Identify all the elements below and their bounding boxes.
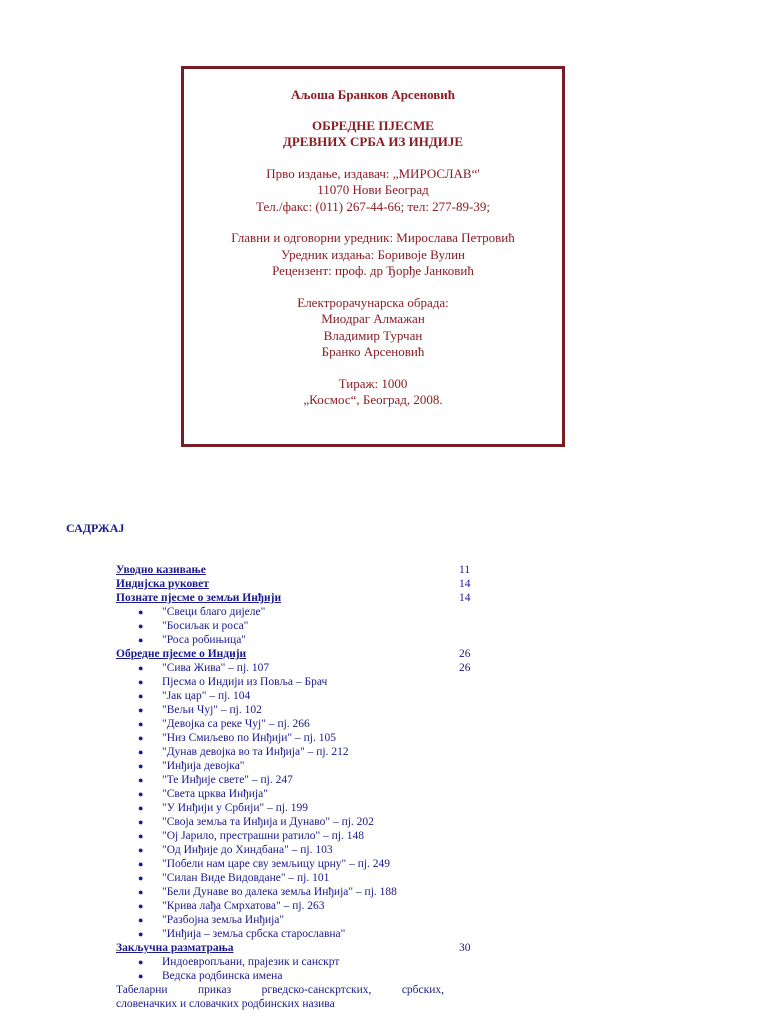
bullet-icon: ● — [138, 747, 144, 757]
toc-item — [116, 633, 476, 647]
bullet-icon: ● — [138, 831, 144, 841]
bullet-icon: ● — [138, 803, 144, 813]
bullet-icon: ● — [138, 929, 144, 939]
toc-item — [116, 899, 476, 913]
processor-2: Владимир Турчан — [323, 327, 423, 343]
bullet-icon: ● — [138, 971, 144, 981]
bullet-icon: ● — [138, 719, 144, 729]
toc-section — [116, 591, 476, 605]
toc-item — [116, 703, 476, 717]
bullet-icon: ● — [138, 845, 144, 855]
toc-entry-text: Закључна разматрања — [116, 942, 234, 954]
toc-rows — [116, 563, 476, 983]
publisher-address: 11070 Нови Београд — [317, 182, 429, 197]
toc-entry-text: "Разбојна земља Инђија" — [162, 914, 285, 926]
toc-item — [116, 857, 476, 871]
bullet-icon: ● — [138, 761, 144, 771]
author-name: Аљоша Бранков Арсеновић — [290, 87, 456, 102]
toc-item — [116, 913, 476, 927]
toc-item — [116, 927, 476, 941]
toc-entry-text: "Своја земља та Инђија и Дунаво" – пј. 202 — [162, 816, 374, 828]
bullet-icon: ● — [138, 663, 144, 673]
toc-entry-text: "Дунав девојка во та Инђија" – пј. 212 — [162, 746, 349, 758]
toc-entry-text: "Низ Смиљево по Инђији" – пј. 105 — [162, 732, 336, 744]
toc-entry-text: "У Инђији у Србији" – пј. 199 — [162, 802, 309, 814]
toc-page-number: 26 — [459, 648, 471, 660]
toc-entry-text: "Силан Виде Видовдане" – пј. 101 — [162, 872, 330, 884]
bullet-icon: ● — [138, 915, 144, 925]
toc-paragraph-line1: Табеларни приказ ргведско-санскртских, србских, — [116, 984, 444, 996]
toc-item — [116, 773, 476, 787]
toc-item — [116, 619, 476, 633]
bullet-icon: ● — [138, 621, 144, 631]
toc-entry-text: "Свеци благо дијеле" — [162, 606, 266, 618]
processor-1: Миодраг Алмажан — [321, 311, 425, 326]
toc-page-number: 14 — [459, 592, 471, 604]
print-run: Тираж: 1000 — [338, 375, 408, 391]
toc-heading: САДРЖАЈ — [66, 521, 125, 535]
toc-entry-text: Индоевропљани, прајезик и санскрт — [162, 956, 340, 968]
table-of-contents — [116, 563, 476, 1011]
toc-page-number: 11 — [459, 564, 471, 576]
toc-item — [116, 745, 476, 759]
toc-item — [116, 885, 476, 899]
toc-item — [116, 843, 476, 857]
publisher-phone: Тел./факс: (011) 267-44-66; тел: 277-89-39; — [256, 198, 490, 214]
toc-item — [116, 829, 476, 843]
bullet-icon: ● — [138, 733, 144, 743]
bullet-icon: ● — [138, 873, 144, 883]
toc-entry-text: "Крива лађа Смрхатова" – пј. 263 — [162, 900, 325, 912]
toc-entry-text: Пјесма о Индији из Повља – Брач — [162, 676, 328, 688]
toc-entry-text: "Сива Жива" – пј. 107 — [162, 662, 270, 674]
toc-entry-text: "Инђија девојка" — [162, 760, 245, 772]
toc-item — [116, 731, 476, 745]
toc-entry-text: "Бели Дунаве во далека земља Инђија" – пј. 188 — [162, 886, 397, 898]
toc-entry-text: "Девојка са реке Чуј" – пј. 266 — [162, 718, 310, 730]
book-title-line1: ОБРЕДНЕ ПЈЕСМЕ — [312, 117, 434, 133]
toc-page-number: 14 — [459, 578, 471, 590]
toc-item — [116, 661, 476, 675]
toc-entry-text: "Инђија – земља србска староcлавна" — [162, 928, 346, 940]
bullet-icon: ● — [138, 887, 144, 897]
toc-entry-text: "Света црква Инђија" — [162, 788, 268, 800]
toc-section — [116, 563, 476, 577]
toc-entry-text: "Јак цар" – пј. 104 — [162, 690, 251, 702]
toc-section — [116, 577, 476, 591]
toc-paragraph — [116, 983, 444, 1011]
processing-label: Електрорачунарска обрада: — [297, 294, 449, 310]
toc-item — [116, 955, 476, 969]
toc-entry-text: "Босиљак и роса" — [162, 620, 249, 632]
printer: „Космос“, Београд, 2008. — [303, 392, 443, 407]
bullet-icon: ● — [138, 817, 144, 827]
toc-entry-text: "Побели нам царе сву земљицу црну" – пј. 249 — [162, 858, 391, 870]
book-title-line2: ДРЕВНИХ СРБА ИЗ ИНДИЈЕ — [282, 134, 464, 149]
bullet-icon: ● — [138, 901, 144, 911]
bullet-icon: ● — [138, 635, 144, 645]
bullet-icon: ● — [138, 957, 144, 967]
toc-item — [116, 969, 476, 983]
bullet-icon: ● — [138, 705, 144, 715]
toc-entry-text: Индијска руковет — [116, 578, 209, 590]
toc-entry-text: "Од Инђије до Хиндбана" – пј. 103 — [162, 844, 333, 856]
toc-entry-text: Уводно казивање — [116, 564, 206, 576]
toc-item — [116, 801, 476, 815]
toc-paragraph-line2: словеначких и словачких родбинских назива — [116, 998, 335, 1010]
toc-entry-text: Обредне пјесме о Индији — [116, 648, 247, 660]
toc-entry-text: "Те Инђије свете" – пј. 247 — [162, 774, 293, 786]
toc-entry-text: Познате пјесме о земљи Инђији — [116, 592, 282, 604]
toc-page-number: 30 — [459, 942, 471, 954]
processor-3: Бранко Арсеновић — [321, 344, 425, 359]
toc-section — [116, 941, 476, 955]
toc-item — [116, 815, 476, 829]
bullet-icon: ● — [138, 677, 144, 687]
toc-item — [116, 871, 476, 885]
chief-editor: Главни и одговорни уредник: Мирослава Петровић — [231, 230, 515, 245]
bullet-icon: ● — [138, 607, 144, 617]
toc-item — [116, 787, 476, 801]
toc-entry-text: Ведска родбинска имена — [162, 970, 283, 982]
toc-item — [116, 759, 476, 773]
toc-item — [116, 675, 476, 689]
edition-info: Прво издање, издавач: „МИРОСЛАВ“' — [266, 165, 480, 181]
edition-editor: Уредник издања: Боривоје Вулин — [281, 246, 465, 262]
toc-item — [116, 717, 476, 731]
toc-item — [116, 689, 476, 703]
toc-page-number: 26 — [459, 662, 471, 674]
toc-entry-text: "Вељи Чуј" – пј. 102 — [162, 704, 262, 716]
bullet-icon: ● — [138, 691, 144, 701]
bullet-icon: ● — [138, 775, 144, 785]
imprint-box — [181, 66, 565, 447]
toc-entry-text: "Роса робињица" — [162, 634, 246, 646]
toc-entry-text: "Ој Јарило, престрашни ратило" – пј. 148 — [162, 830, 365, 842]
bullet-icon: ● — [138, 789, 144, 799]
toc-item — [116, 605, 476, 619]
toc-section — [116, 647, 476, 661]
bullet-icon: ● — [138, 859, 144, 869]
reviewer: Рецензент: проф. др Ђорђе Јанковић — [272, 263, 474, 278]
